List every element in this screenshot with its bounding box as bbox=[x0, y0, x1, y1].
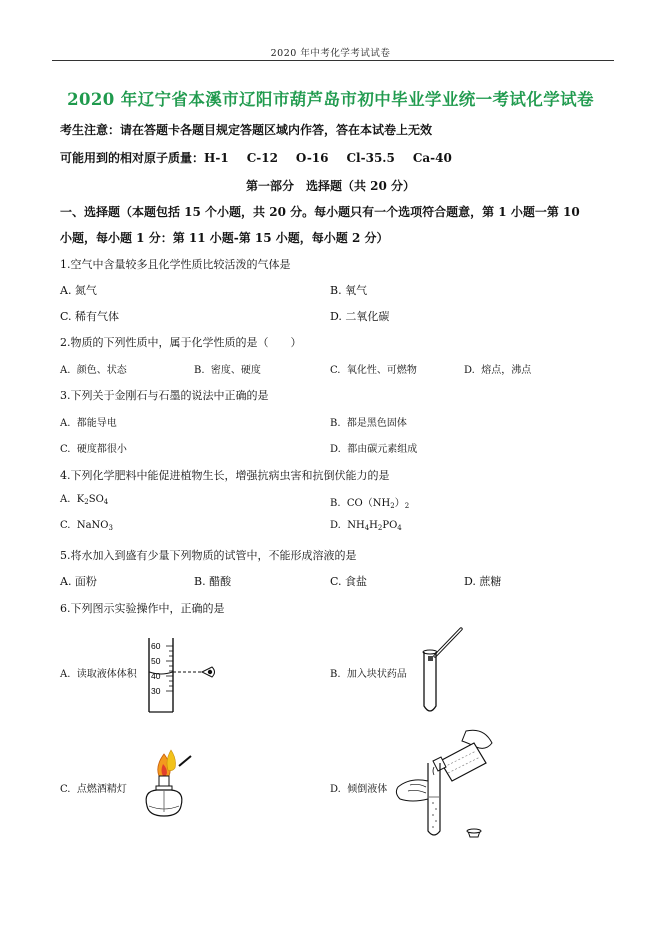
figure-graduated-cylinder bbox=[140, 636, 220, 716]
question-5-stem: 5.将水加入到盛有少量下列物质的试管中，不能形成溶液的是 bbox=[60, 549, 357, 562]
option-letter: D. bbox=[330, 444, 341, 455]
option-text: 都能导电 bbox=[76, 418, 117, 429]
question-1-option-a: A. 氮气 bbox=[60, 284, 97, 297]
atomic-mass-o: O-16 bbox=[295, 151, 329, 165]
option-letter: C. bbox=[60, 444, 71, 455]
question-4-option-b bbox=[330, 494, 409, 510]
cylinder-tick-50: 50 bbox=[151, 656, 161, 666]
formula-subscript: 4 bbox=[397, 524, 402, 532]
question-2-option-c bbox=[330, 361, 417, 376]
formula-subscript: 2 bbox=[404, 502, 410, 510]
option-text: 倾倒液体 bbox=[347, 784, 388, 795]
instructions-line1: 一、选择题（本题包括 15 个小题，共 20 分。每小题只有一个选项符合题意，第 1 小题一第 10 bbox=[60, 205, 580, 219]
flame-icon bbox=[158, 750, 176, 778]
bottle-stopper bbox=[467, 829, 481, 837]
cylinder-tick-30: 30 bbox=[151, 686, 161, 696]
option-letter: C. bbox=[330, 365, 341, 376]
option-text: 都是黑色固体 bbox=[346, 418, 407, 429]
option-letter: C. bbox=[60, 784, 71, 795]
figure-pouring-liquid bbox=[388, 727, 500, 841]
question-2-option-d bbox=[464, 361, 531, 376]
atomic-mass-ca: Ca-40 bbox=[412, 151, 452, 165]
header-divider bbox=[52, 60, 614, 61]
question-1-option-b: B. 氧气 bbox=[330, 284, 368, 297]
option-letter: A. bbox=[60, 494, 71, 505]
question-3-option-d bbox=[330, 440, 417, 455]
question-6-option-b bbox=[330, 665, 407, 680]
question-6-option-c bbox=[60, 780, 127, 795]
formula-part: SO bbox=[88, 494, 104, 505]
option-text: 硬度都很小 bbox=[76, 444, 127, 455]
option-letter: C. bbox=[60, 520, 71, 531]
option-letter: A. bbox=[60, 365, 71, 376]
question-5-option-d: D. 蔗糖 bbox=[464, 575, 502, 588]
section-title: 第一部分 选择题（共 20 分） bbox=[245, 179, 416, 193]
option-letter: A. bbox=[60, 418, 71, 429]
option-text: 点燃酒精灯 bbox=[76, 784, 127, 795]
formula-subscript: 2 bbox=[377, 524, 383, 532]
figure-alcohol-lamp bbox=[135, 746, 197, 826]
formula-part: H bbox=[369, 520, 378, 531]
option-text: 氧化性、可燃物 bbox=[346, 365, 417, 376]
formula-part: K bbox=[76, 494, 85, 505]
atomic-mass-cl: Cl-35.5 bbox=[346, 151, 395, 165]
cylinder-tick-60: 60 bbox=[151, 641, 161, 651]
option-letter: B. bbox=[330, 418, 341, 429]
question-2-option-a bbox=[60, 361, 127, 376]
atomic-mass-c: C-12 bbox=[246, 151, 278, 165]
formula-part: ） bbox=[394, 498, 405, 509]
holding-hand-icon bbox=[396, 780, 428, 801]
formula-part: PO bbox=[382, 520, 398, 531]
formula-urea bbox=[347, 498, 409, 509]
formula-subscript: 3 bbox=[108, 524, 113, 532]
option-text: 加入块状药品 bbox=[346, 669, 407, 680]
candidate-notice: 考生注意：请在答题卡各题目规定答题区域内作答，答在本试卷上无效 bbox=[60, 123, 433, 137]
option-letter: D. bbox=[330, 520, 341, 531]
cylinder-tick-40: 40 bbox=[151, 671, 161, 681]
question-3-option-a bbox=[60, 414, 117, 429]
solid-granule bbox=[428, 656, 433, 661]
option-letter: B. bbox=[330, 669, 341, 680]
question-2-option-b bbox=[194, 361, 261, 376]
atomic-mass-label: 可能用到的相对原子质量： bbox=[60, 151, 205, 165]
option-text: 密度、硬度 bbox=[210, 365, 261, 376]
option-letter: B. bbox=[194, 365, 205, 376]
figure-test-tube-solid bbox=[415, 626, 475, 718]
question-4-stem: 4.下列化学肥料中能促进植物生长，增强抗病虫害和抗倒伏能力的是 bbox=[60, 469, 390, 482]
reagent-bottle bbox=[433, 743, 486, 781]
question-3-stem: 3.下列关于金刚石与石墨的说法中正确的是 bbox=[60, 389, 269, 402]
formula-subscript: 2 bbox=[84, 498, 89, 506]
option-letter: D. bbox=[464, 365, 475, 376]
formula-part: NaNO bbox=[76, 520, 109, 531]
tweezers-icon bbox=[435, 629, 461, 656]
question-6-stem: 6.下列图示实验操作中，正确的是 bbox=[60, 602, 225, 615]
formula-subscript: 4 bbox=[103, 498, 109, 506]
option-letter: D. bbox=[330, 784, 341, 795]
option-letter: A. bbox=[60, 669, 71, 680]
question-1-stem: 1.空气中含量较多且化学性质比较活泼的气体是 bbox=[60, 258, 291, 271]
atomic-mass-line bbox=[60, 149, 452, 166]
question-5-option-a: A. 面粉 bbox=[60, 575, 97, 588]
formula-part: NH bbox=[347, 520, 365, 531]
option-text: 都由碳元素组成 bbox=[347, 444, 418, 455]
question-1-option-d: D. 二氧化碳 bbox=[330, 310, 390, 323]
question-2-stem: 2.物质的下列性质中，属于化学性质的是（ ） bbox=[60, 336, 302, 349]
question-3-option-b bbox=[330, 414, 407, 429]
formula-subscript: 4 bbox=[364, 524, 370, 532]
option-text: 读取液体体积 bbox=[76, 669, 137, 680]
question-1-option-c: C. 稀有气体 bbox=[60, 310, 120, 323]
page-header: 2020 年中考化学考试试卷 bbox=[270, 48, 391, 59]
hand-icon bbox=[462, 730, 492, 748]
option-letter: B. bbox=[330, 498, 341, 509]
exam-title: 2020 年辽宁省本溪市辽阳市葫芦岛市初中毕业学业统一考试化学试卷 bbox=[67, 90, 594, 109]
option-text: 熔点，沸点 bbox=[481, 365, 532, 376]
question-4-option-c bbox=[60, 520, 113, 532]
question-4-option-d bbox=[330, 520, 402, 532]
formula-nano3 bbox=[77, 520, 113, 531]
question-4-option-a bbox=[60, 494, 108, 506]
question-5-option-c: C. 食盐 bbox=[330, 575, 368, 588]
question-6-option-d bbox=[330, 780, 387, 795]
test-tube bbox=[428, 763, 440, 835]
option-text: 颜色、状态 bbox=[76, 365, 127, 376]
atomic-mass-h: H-1 bbox=[204, 151, 229, 165]
question-6-option-a bbox=[60, 665, 137, 680]
question-5-option-b: B. 醋酸 bbox=[194, 575, 232, 588]
question-3-option-c bbox=[60, 440, 127, 455]
formula-nh4h2po4 bbox=[347, 520, 402, 531]
formula-subscript: 2 bbox=[390, 502, 395, 510]
eye-icon bbox=[202, 667, 215, 677]
formula-part: CO（NH bbox=[346, 498, 391, 509]
formula-k2so4 bbox=[77, 494, 108, 505]
instructions-line2: 小题，每小题 1 分：第 11 小题-第 15 小题，每小题 2 分） bbox=[60, 231, 389, 245]
